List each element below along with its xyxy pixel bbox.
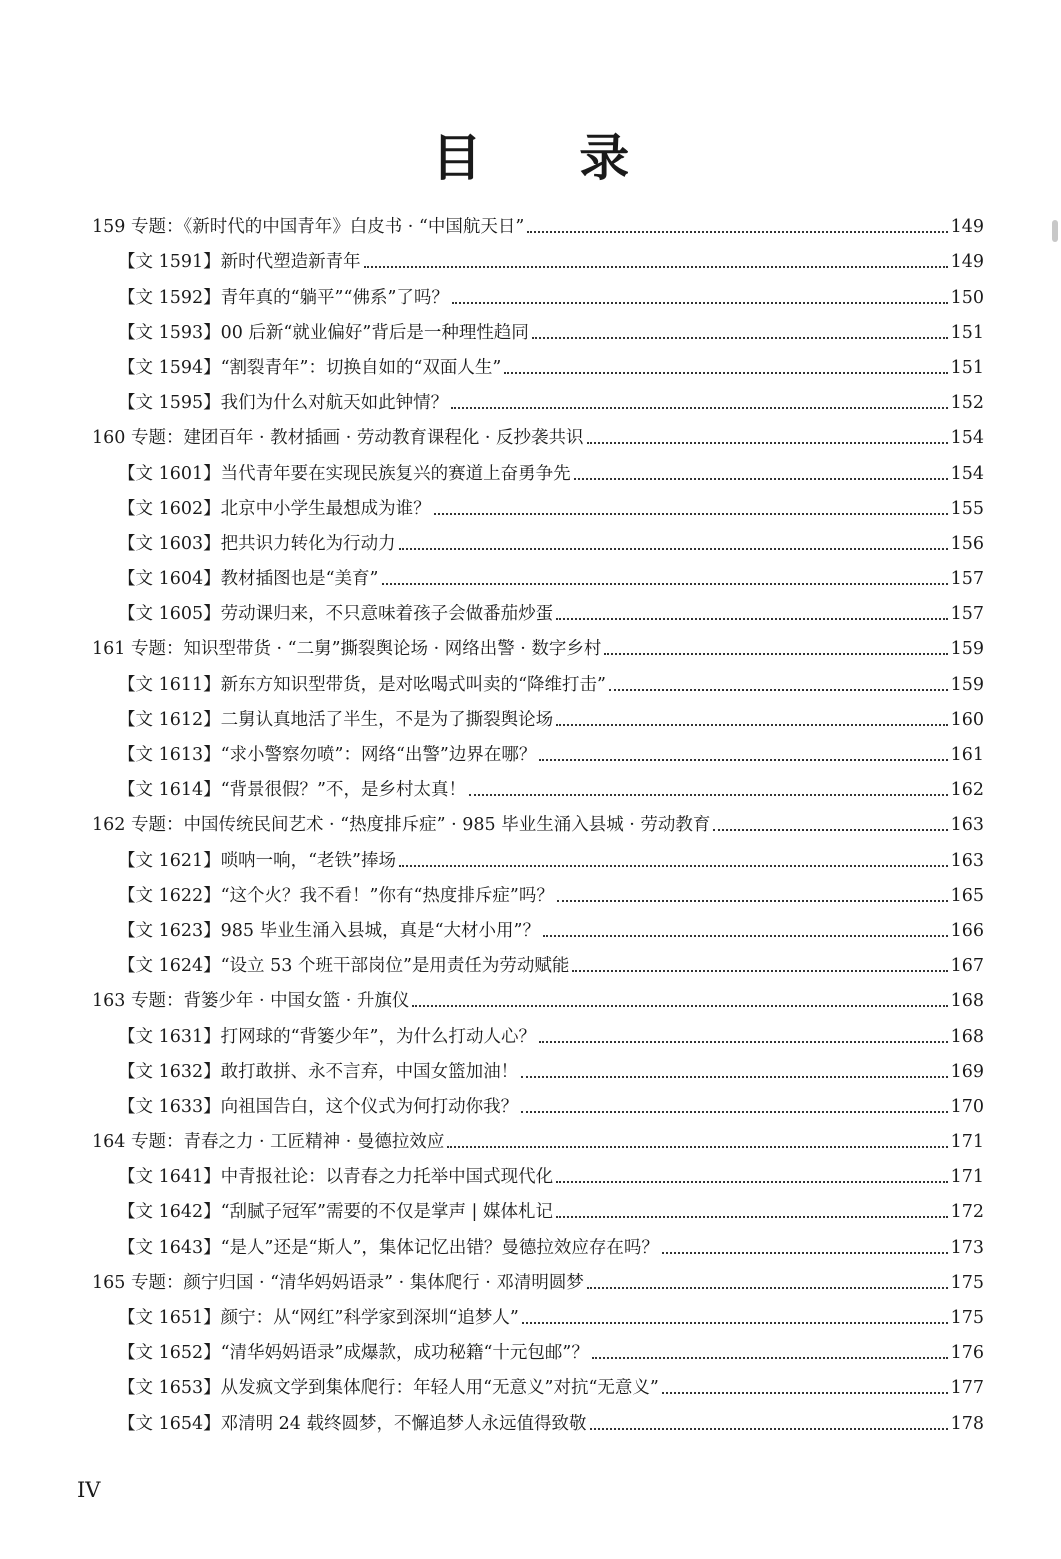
toc-page-number: 162 [950, 780, 984, 801]
dot-leader [452, 302, 948, 304]
toc-page-number: 171 [950, 1167, 984, 1188]
toc-entry-title: 【文 1631】打网球的“背篓少年”，为什么打动人心？ [118, 1026, 536, 1047]
toc-section-title: 162 专题：中国传统民间艺术 · “热度排斥症” · 985 毕业生涌入县城 · 劳动教育 [92, 815, 711, 836]
toc-entry-title: 【文 1643】“是人”还是“斯人”，集体记忆出错？曼德拉效应存在吗？ [118, 1237, 659, 1258]
dot-leader [543, 935, 948, 937]
toc-section-title: 165 专题：颜宁归国 · “清华妈妈语录” · 集体爬行 · 邓清明圆梦 [92, 1272, 584, 1293]
toc-entry-title: 【文 1614】“背景很假？”不，是乡村太真！ [118, 780, 466, 801]
toc-page-number: 163 [950, 850, 984, 871]
dot-leader [592, 1357, 948, 1359]
toc-page-number: 177 [950, 1378, 984, 1399]
dot-leader [521, 1076, 947, 1078]
toc-section-row [92, 978, 984, 1013]
toc-page-number: 154 [950, 463, 984, 484]
scan-edge-mark [1052, 220, 1058, 242]
toc-entry-title: 【文 1601】当代青年要在实现民族复兴的赛道上奋勇争先 [118, 463, 571, 484]
dot-leader [590, 1428, 948, 1430]
dot-leader [522, 1322, 948, 1324]
toc-entry-row [92, 873, 984, 908]
toc-page-number: 167 [950, 956, 984, 977]
toc-section-row [92, 1119, 984, 1154]
toc-entry-row [92, 661, 984, 696]
toc-page-number: 171 [950, 1132, 984, 1153]
toc-section-title: 160 专题：建团百年 · 教材插画 · 劳动教育课程化 · 反抄袭共识 [92, 428, 584, 449]
dot-leader [527, 231, 947, 233]
toc-page-number: 166 [950, 920, 984, 941]
toc-entry-title: 【文 1654】邓清明 24 载终圆梦，不懈追梦人永远值得致敬 [118, 1413, 587, 1434]
dot-leader [557, 900, 948, 902]
toc-entry-row [92, 837, 984, 872]
toc-entry-row [92, 1295, 984, 1330]
toc-entry-title: 【文 1611】新东方知识型带货，是对吆喝式叫卖的“降维打击” [118, 674, 606, 695]
toc-entry-row [92, 1400, 984, 1435]
toc-entry-title: 【文 1605】劳动课归来，不只意味着孩子会做番茄炒蛋 [118, 604, 554, 625]
dot-leader [504, 372, 947, 374]
toc-entry-row [92, 556, 984, 591]
toc-page-number: 159 [950, 674, 984, 695]
dot-leader [447, 1146, 947, 1148]
toc-page-number: 154 [950, 428, 984, 449]
page-number: IV [77, 1478, 101, 1502]
toc-page-number: 157 [950, 604, 984, 625]
toc-page-number: 151 [950, 322, 984, 343]
toc-entry-title: 【文 1652】“清华妈妈语录”成爆款，成功秘籍“十元包邮”？ [118, 1343, 589, 1364]
toc-page-number: 161 [950, 745, 984, 765]
toc-entry-title: 【文 1612】二舅认真地活了半生，不是为了撕裂舆论场 [118, 709, 554, 730]
toc-page-number: 165 [950, 885, 984, 906]
dot-leader [556, 618, 947, 620]
toc-page-number: 160 [950, 709, 984, 730]
dot-leader [587, 442, 948, 444]
toc-entry-row [92, 732, 984, 767]
toc-page-number: 151 [950, 357, 984, 378]
dot-leader [556, 1181, 947, 1183]
dot-leader [662, 1392, 948, 1394]
dot-leader [556, 724, 947, 726]
toc-entry-row [92, 767, 984, 802]
toc-entry-title: 【文 1622】“这个火？我不看！”你有“热度排斥症”吗？ [118, 885, 554, 906]
toc-entry-title: 【文 1594】“割裂青年”：切换自如的“双面人生” [118, 357, 502, 378]
toc-page-number: 173 [950, 1237, 984, 1258]
toc-entry-title: 【文 1642】“刮腻子冠军”需要的不仅是掌声 | 媒体札记 [118, 1202, 554, 1223]
toc-section-row [92, 626, 984, 661]
toc-section-title: 163 专题：背篓少年 · 中国女篮 · 升旗仪 [92, 991, 410, 1012]
toc-section-row [92, 802, 984, 837]
dot-leader [364, 266, 948, 268]
toc-entry-row [92, 380, 984, 415]
toc-entry-row [92, 1189, 984, 1224]
toc-page-number: 159 [950, 639, 984, 660]
dot-leader [399, 548, 948, 550]
dot-leader [713, 829, 947, 831]
toc-page-number: 169 [950, 1061, 984, 1082]
dot-leader [451, 407, 947, 409]
dot-leader [539, 1041, 948, 1043]
toc-section-title: 161 专题：知识型带货 · “二舅”撕裂舆论场 · 网络出警 · 数字乡村 [92, 639, 602, 660]
toc-entry-row [92, 1330, 984, 1365]
toc-page-number: 156 [950, 533, 984, 554]
toc-page-number: 168 [950, 991, 984, 1012]
toc-entry-row [92, 310, 984, 345]
table-of-contents [92, 204, 984, 1436]
toc-entry-title: 【文 1651】颜宁：从“网红”科学家到深圳“追梦人” [118, 1308, 519, 1328]
toc-page-number: 176 [950, 1343, 984, 1364]
toc-section-row [92, 1260, 984, 1295]
dot-leader [609, 689, 948, 691]
toc-entry-row [92, 1084, 984, 1119]
toc-entry-title: 【文 1603】把共识力转化为行动力 [118, 533, 396, 554]
toc-entry-row [92, 1224, 984, 1259]
dot-leader [434, 513, 948, 515]
toc-entry-title: 【文 1653】从发疯文学到集体爬行：年轻人用“无意义”对抗“无意义” [118, 1378, 659, 1399]
toc-entry-title: 【文 1633】向祖国告白，这个仪式为何打动你我？ [118, 1096, 519, 1117]
toc-page-number: 175 [950, 1308, 984, 1328]
toc-entry-title: 【文 1623】985 毕业生涌入县城，真是“大材小用”？ [118, 920, 540, 941]
toc-page-number: 168 [950, 1026, 984, 1047]
toc-entry-title: 【文 1641】中青报社论：以青春之力托举中国式现代化 [118, 1167, 554, 1188]
page-title: 目 录 [431, 128, 670, 187]
toc-page-number: 152 [950, 393, 984, 414]
toc-entry-title: 【文 1591】新时代塑造新青年 [118, 252, 361, 273]
dot-leader [604, 653, 947, 655]
dot-leader [469, 794, 948, 796]
dot-leader [662, 1252, 948, 1254]
toc-page-number: 157 [950, 569, 984, 590]
toc-entry-row [92, 521, 984, 556]
toc-page-number: 150 [950, 287, 984, 308]
toc-page-number: 155 [950, 498, 984, 519]
dot-leader [412, 1005, 947, 1007]
dot-leader [539, 759, 947, 761]
toc-page-number: 170 [950, 1096, 984, 1117]
dot-leader [382, 583, 948, 585]
toc-entry-title: 【文 1604】教材插图也是“美育” [118, 569, 379, 590]
toc-entry-title: 【文 1593】00 后新“就业偏好”背后是一种理性趋同 [118, 322, 529, 343]
toc-entry-row [92, 1365, 984, 1400]
dot-leader [556, 1216, 948, 1218]
toc-entry-row [92, 345, 984, 380]
toc-entry-row [92, 1154, 984, 1189]
toc-entry-title: 【文 1592】青年真的“躺平”“佛系”了吗？ [118, 287, 449, 308]
dot-leader [574, 478, 948, 480]
dot-leader [521, 1111, 947, 1113]
toc-page-number: 163 [950, 815, 984, 836]
toc-entry-row [92, 697, 984, 732]
toc-entry-title: 【文 1632】敢打敢拼、永不言弃，中国女篮加油！ [118, 1061, 519, 1082]
toc-entry-row [92, 1049, 984, 1084]
toc-entry-row [92, 908, 984, 943]
dot-leader [587, 1287, 948, 1289]
toc-entry-title: 【文 1602】北京中小学生最想成为谁？ [118, 498, 431, 519]
toc-entry-row [92, 943, 984, 978]
toc-entry-title: 【文 1595】我们为什么对航天如此钟情？ [118, 393, 449, 414]
dot-leader [572, 970, 947, 972]
toc-page-number: 175 [950, 1272, 984, 1293]
toc-section-title: 164 专题：青春之力 · 工匠精神 · 曼德拉效应 [92, 1132, 445, 1153]
toc-page-number: 172 [950, 1202, 984, 1223]
toc-section-row [92, 204, 984, 239]
toc-entry-title: 【文 1624】“设立 53 个班干部岗位”是用责任为劳动赋能 [118, 956, 570, 977]
toc-page-number: 149 [950, 252, 984, 273]
toc-entry-row [92, 450, 984, 485]
toc-entry-row [92, 239, 984, 274]
dot-leader [399, 865, 948, 867]
toc-section-row [92, 415, 984, 450]
toc-entry-row [92, 1013, 984, 1048]
dot-leader [532, 337, 948, 339]
toc-section-title: 159 专题：《新时代的中国青年》白皮书 · “中国航天日” [92, 217, 525, 238]
toc-page-number: 149 [950, 217, 984, 238]
toc-entry-row [92, 486, 984, 521]
toc-entry-row [92, 274, 984, 309]
toc-entry-title: 【文 1621】唢呐一响，“老铁”捧场 [118, 850, 396, 871]
toc-entry-row [92, 591, 984, 626]
toc-entry-title: 【文 1613】“求小警察勿喷”：网络“出警”边界在哪？ [118, 745, 537, 765]
toc-page-number: 178 [950, 1413, 984, 1434]
